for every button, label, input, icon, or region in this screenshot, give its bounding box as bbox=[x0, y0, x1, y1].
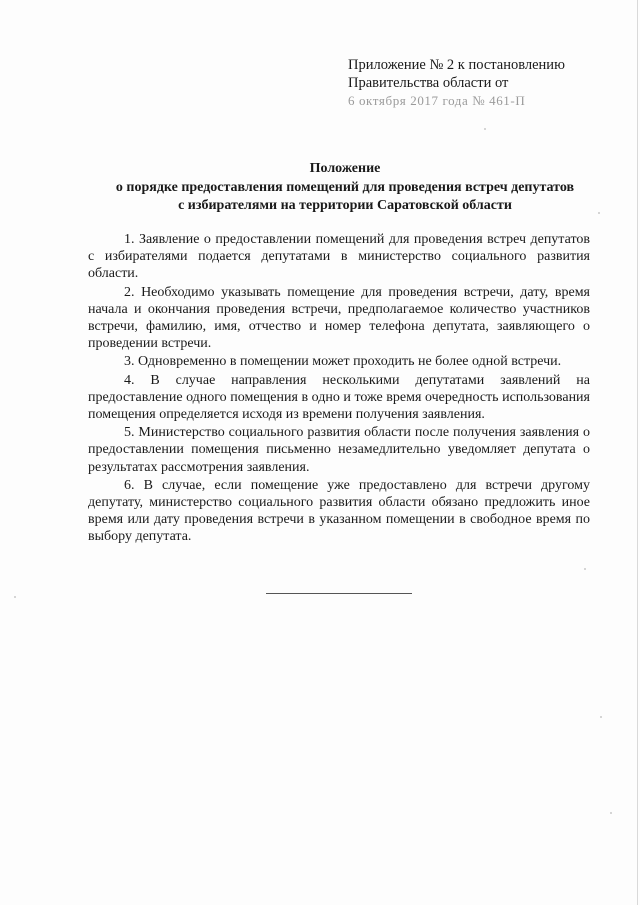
scan-speck bbox=[14, 596, 16, 598]
scan-speck bbox=[598, 212, 600, 214]
document-body bbox=[88, 231, 590, 547]
appendix-line-2: Правительства области от bbox=[348, 75, 509, 91]
paragraph-6: 6. В случае, если помещение уже предоставлено для встречи другому депутату, министерство социального развития области обязано предложить иное время или дату проведения встречи в указанном помещении в свободное время по выбору депутата. bbox=[88, 477, 590, 545]
title-line-3: с избирателями на территории Саратовской области bbox=[178, 198, 512, 213]
paragraph-5: 5. Министерство социального развития области после получения заявления о предоставлении помещения письменно незамедлительно уведомляет депутата о результатах рассмотрения заявления. bbox=[88, 425, 590, 475]
scan-speck bbox=[584, 568, 586, 570]
title-line-1: Положение bbox=[309, 161, 381, 176]
appendix-line-1: Приложение № 2 к постановлению bbox=[348, 57, 565, 73]
paragraph-1: 1. Заявление о предоставлении помещений для проведения встреч депутатов с избирателями подается депутатами в министерство социального развития области. bbox=[88, 232, 590, 282]
scan-speck bbox=[610, 812, 612, 814]
appendix-date-line: 6 октября 2017 года № 461-П bbox=[348, 93, 526, 108]
appendix-header bbox=[348, 56, 628, 110]
paragraph-2: 2. Необходимо указывать помещение для проведения встречи, дату, время начала и окончания проведения встречи, предполагаемое количество участников встречи, фамилию, имя, отчество и номер телефона депутата, заявляющего о проведении встречи. bbox=[88, 284, 590, 352]
scan-speck bbox=[600, 716, 602, 718]
scan-speck bbox=[484, 128, 486, 130]
title-line-2: о порядке предоставления помещений для проведения встреч депутатов bbox=[115, 179, 575, 195]
end-rule-divider bbox=[266, 593, 412, 594]
scan-edge-line bbox=[637, 0, 638, 905]
document-title bbox=[80, 160, 610, 216]
paragraph-4: 4. В случае направления несколькими депутатами заявлений на предоставление одного помещения в одно и тоже время очередность использования помещения определяется исходя из времени получения заявления. bbox=[88, 372, 590, 423]
paragraph-3: 3. Одновременно в помещении может проходить не более одной встречи. bbox=[124, 354, 562, 370]
